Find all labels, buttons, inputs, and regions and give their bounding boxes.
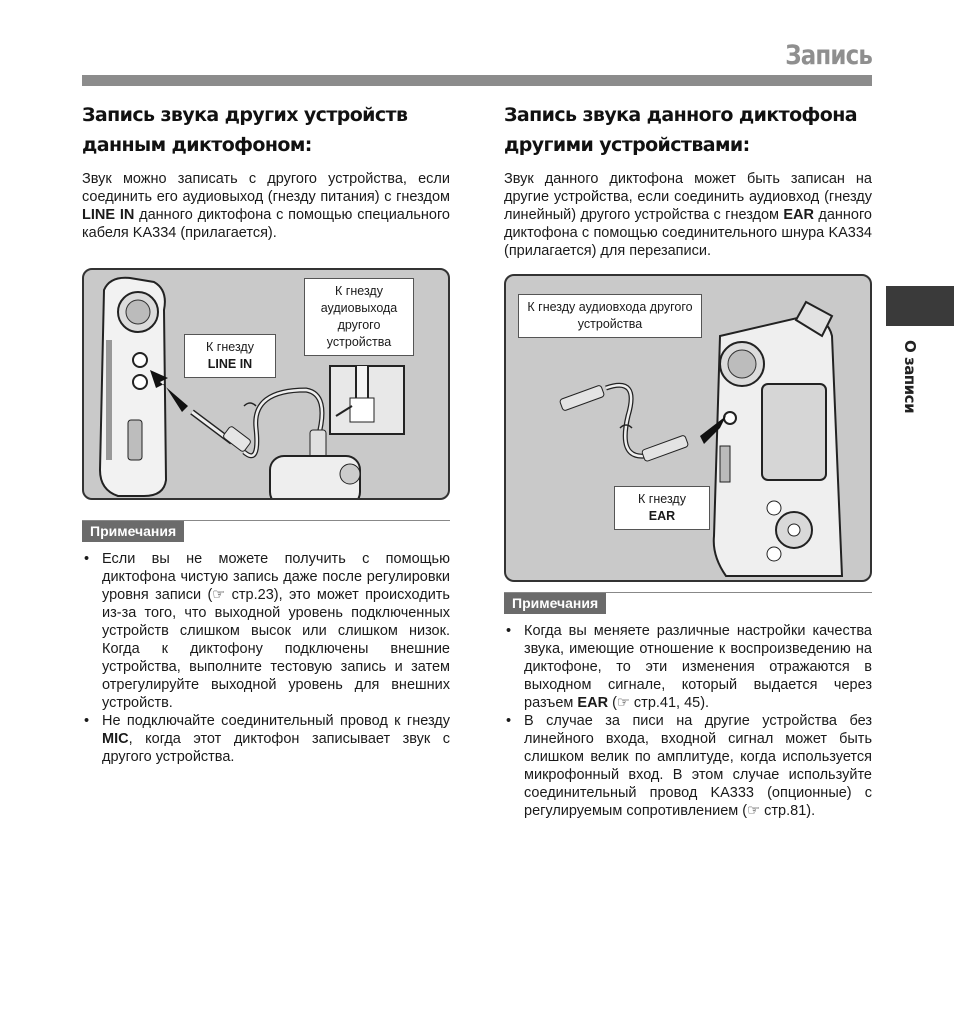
linein-connection-figure	[82, 268, 450, 500]
left-heading: Запись звука других устройств данным диктофоном:	[82, 104, 408, 156]
right-note-1-text-2: (☞ стр.41, 45).	[608, 695, 710, 711]
left-notes-list	[82, 550, 450, 766]
left-notes-rule	[82, 520, 450, 521]
ear-label: EAR	[783, 207, 814, 223]
left-notes-title: Примечания	[82, 521, 184, 542]
left-note-2-text-1: Не подключайте соединительный провод к гнезду	[102, 713, 450, 729]
right-notes-title: Примечания	[504, 593, 606, 614]
callout-ear-jack	[614, 486, 710, 530]
right-intro-text-2: данного диктофона с помощью соединительного шнура KA334 (прилагается) для перезаписи.	[504, 207, 872, 259]
left-intro-text-2: данного диктофона с помощью специального кабеля KA334 (прилагается).	[82, 207, 450, 241]
right-note-1-text-1: Когда вы меняете различные настройки качества звука, имеющие отношение к воспроизведению на диктофоне, то эти изменения отражаются в выходном сигнале, который выдается через разъем	[524, 623, 872, 711]
callout-linein-jack	[184, 334, 276, 378]
callout-input-jack: К гнезду аудиовхода другого устройства	[518, 294, 702, 338]
left-column	[82, 100, 450, 766]
right-intro	[504, 170, 872, 260]
callout-ear-bold: EAR	[648, 509, 676, 523]
left-note-2	[82, 712, 450, 766]
header-rule	[82, 75, 872, 86]
left-note-2-text-2: , когда этот диктофон записывает звук с другого устройства.	[102, 731, 450, 765]
callout-ear-text: К гнезду	[638, 492, 686, 506]
right-note-2: • В случае за писи на другие устройства без линейного входа, входной сигнал может быть слишком велик по амплитуде, когда используется микрофонный вход. В этом случае используйте соединительный провод KA333 (опционные) с регулируемым сопротивлением (☞ стр.81).	[504, 712, 872, 820]
section-side-label: О записи	[901, 340, 919, 414]
right-notes-list	[504, 622, 872, 820]
right-note-1	[504, 622, 872, 712]
left-intro	[82, 170, 450, 242]
callout-output-jack: К гнезду аудиовыхода другого устройства	[304, 278, 414, 356]
line-in-label: LINE IN	[82, 207, 135, 223]
ear-connection-figure	[504, 274, 872, 582]
callout-linein-bold: LINE IN	[207, 357, 253, 371]
right-notes-rule	[504, 592, 872, 593]
ear-note-label: EAR	[577, 695, 609, 711]
section-tab-marker	[886, 286, 954, 326]
page-title: Запись	[785, 40, 872, 71]
left-intro-text-1: Звук можно записать с другого устройства, если соединить его аудиовыход (гнезду питания) с гнездом	[82, 171, 450, 205]
right-heading: Запись звука данного диктофона другими устройствами:	[504, 104, 857, 156]
callout-linein-text: К гнезду	[206, 340, 254, 354]
left-note-1: • Если вы не можете получить с помощью диктофона чистую запись даже после регулировки уровня записи (☞ стр.23), это может происходить из-за того, что выходной уровень подключенных устройств слишком высок или слишком низок. Когда к диктофону подключены внешние устройства, выполните тестовую запись и затем отрегулируйте выходной уровень для внешних устройств.	[82, 550, 450, 712]
right-column	[504, 100, 872, 820]
mic-label: MIC	[102, 731, 129, 747]
right-intro-text-1: Звук данного диктофона может быть записан на другие устройства, если соединить аудиовход (гнезду линейный) другого устройства с гнездом	[504, 171, 872, 223]
